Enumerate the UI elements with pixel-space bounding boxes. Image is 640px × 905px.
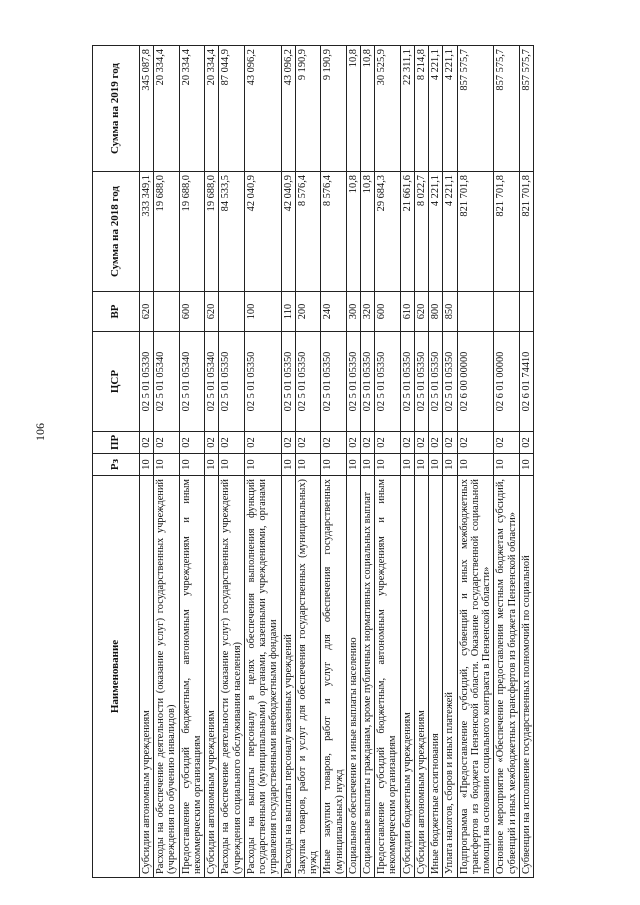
row-rz-cell: 10 bbox=[414, 454, 428, 476]
table-row bbox=[244, 46, 281, 878]
row-rz-cell: 10 bbox=[457, 454, 494, 476]
row-rz-cell: 10 bbox=[375, 454, 400, 476]
table-row bbox=[140, 46, 154, 878]
table-row bbox=[205, 46, 219, 878]
row-vr-cell: 610 bbox=[400, 292, 414, 332]
row-pr-cell: 02 bbox=[443, 432, 457, 454]
row-sum-2018-cell: 821 701,8 bbox=[494, 172, 519, 292]
table-row bbox=[219, 46, 244, 878]
row-name-cell: Предоставление субсидий бюджетным, автономным учреждениям и иным некоммерческим организациям bbox=[375, 476, 400, 878]
row-rz-cell: 10 bbox=[321, 454, 346, 476]
row-rz-cell: 10 bbox=[494, 454, 519, 476]
row-pr-cell: 02 bbox=[281, 432, 295, 454]
row-vr-cell bbox=[457, 292, 494, 332]
row-vr-cell bbox=[494, 292, 519, 332]
row-rz-cell: 10 bbox=[400, 454, 414, 476]
row-vr-cell bbox=[154, 292, 179, 332]
row-vr-cell: 300 bbox=[346, 292, 360, 332]
table-row bbox=[414, 46, 428, 878]
row-name-cell: Социальное обеспечение и иные выплаты населению bbox=[346, 476, 360, 878]
row-pr-cell: 02 bbox=[179, 432, 204, 454]
row-vr-cell bbox=[519, 292, 533, 332]
row-csr-cell: 02 5 01 05350 bbox=[244, 332, 281, 432]
table-row bbox=[281, 46, 295, 878]
row-vr-cell: 620 bbox=[140, 292, 154, 332]
row-sum-2019-cell: 20 334,4 bbox=[179, 46, 204, 172]
row-vr-cell: 800 bbox=[429, 292, 443, 332]
row-rz-cell: 10 bbox=[346, 454, 360, 476]
budget-table-container bbox=[92, 46, 588, 878]
row-csr-cell: 02 5 01 05350 bbox=[321, 332, 346, 432]
row-pr-cell: 02 bbox=[244, 432, 281, 454]
row-sum-2019-cell: 87 044,9 bbox=[219, 46, 244, 172]
row-sum-2018-cell: 8 576,4 bbox=[321, 172, 346, 292]
row-rz-cell: 10 bbox=[140, 454, 154, 476]
row-pr-cell: 02 bbox=[400, 432, 414, 454]
row-pr-cell: 02 bbox=[346, 432, 360, 454]
header-row bbox=[93, 46, 140, 878]
row-rz-cell: 10 bbox=[154, 454, 179, 476]
row-csr-cell: 02 5 01 05350 bbox=[295, 332, 320, 432]
row-vr-cell: 320 bbox=[360, 292, 374, 332]
row-csr-cell: 02 5 01 05350 bbox=[281, 332, 295, 432]
row-vr-cell: 600 bbox=[179, 292, 204, 332]
header-pr: ПР bbox=[93, 432, 140, 454]
row-csr-cell: 02 5 01 05340 bbox=[154, 332, 179, 432]
row-name-cell: Субсидии автономным учреждениям bbox=[205, 476, 219, 878]
row-pr-cell: 02 bbox=[519, 432, 533, 454]
row-vr-cell bbox=[219, 292, 244, 332]
header-sum-2018: Сумма на 2018 год bbox=[93, 172, 140, 292]
row-rz-cell: 10 bbox=[244, 454, 281, 476]
row-sum-2018-cell: 10,8 bbox=[346, 172, 360, 292]
row-pr-cell: 02 bbox=[375, 432, 400, 454]
table-row bbox=[154, 46, 179, 878]
row-sum-2019-cell: 9 190,9 bbox=[295, 46, 320, 172]
row-csr-cell: 02 5 01 05350 bbox=[443, 332, 457, 432]
row-vr-cell: 850 bbox=[443, 292, 457, 332]
row-rz-cell: 10 bbox=[295, 454, 320, 476]
row-sum-2018-cell: 19 688,0 bbox=[154, 172, 179, 292]
row-name-cell: Субсидии автономным учреждениям bbox=[140, 476, 154, 878]
row-sum-2019-cell: 857 575,7 bbox=[494, 46, 519, 172]
row-pr-cell: 02 bbox=[219, 432, 244, 454]
row-name-cell: Субсидии бюджетным учреждениям bbox=[400, 476, 414, 878]
row-csr-cell: 02 5 01 05340 bbox=[205, 332, 219, 432]
row-rz-cell: 10 bbox=[360, 454, 374, 476]
row-sum-2019-cell: 8 214,8 bbox=[414, 46, 428, 172]
row-sum-2018-cell: 821 701,8 bbox=[457, 172, 494, 292]
row-sum-2018-cell: 19 688,0 bbox=[205, 172, 219, 292]
table-row bbox=[494, 46, 519, 878]
row-rz-cell: 10 bbox=[443, 454, 457, 476]
row-name-cell: Иные закупки товаров, работ и услуг для обеспечения государственных (муниципальных) нужд bbox=[321, 476, 346, 878]
table-row bbox=[519, 46, 533, 878]
row-name-cell: Уплата налогов, сборов и иных платежей bbox=[443, 476, 457, 878]
header-rz: Рз bbox=[93, 454, 140, 476]
row-vr-cell: 100 bbox=[244, 292, 281, 332]
row-name-cell: Расходы на выплаты персоналу казенных учреждений bbox=[281, 476, 295, 878]
table-row bbox=[429, 46, 443, 878]
row-pr-cell: 02 bbox=[429, 432, 443, 454]
row-name-cell: Субсидии автономным учреждениям bbox=[414, 476, 428, 878]
row-csr-cell: 02 5 01 05350 bbox=[219, 332, 244, 432]
row-csr-cell: 02 5 01 05350 bbox=[346, 332, 360, 432]
row-sum-2018-cell: 4 221,1 bbox=[443, 172, 457, 292]
row-sum-2018-cell: 84 533,5 bbox=[219, 172, 244, 292]
row-sum-2019-cell: 10,8 bbox=[360, 46, 374, 172]
row-sum-2018-cell: 19 688,0 bbox=[179, 172, 204, 292]
budget-table bbox=[92, 45, 534, 878]
row-pr-cell: 02 bbox=[414, 432, 428, 454]
table-row bbox=[457, 46, 494, 878]
row-sum-2019-cell: 10,8 bbox=[346, 46, 360, 172]
row-sum-2018-cell: 333 349,1 bbox=[140, 172, 154, 292]
row-vr-cell: 110 bbox=[281, 292, 295, 332]
table-body bbox=[140, 46, 534, 878]
row-sum-2018-cell: 42 040,9 bbox=[281, 172, 295, 292]
row-sum-2018-cell: 821 701,8 bbox=[519, 172, 533, 292]
row-sum-2018-cell: 8 576,4 bbox=[295, 172, 320, 292]
row-vr-cell: 620 bbox=[205, 292, 219, 332]
row-csr-cell: 02 5 01 05350 bbox=[414, 332, 428, 432]
row-sum-2019-cell: 20 334,4 bbox=[205, 46, 219, 172]
row-csr-cell: 02 5 01 05350 bbox=[400, 332, 414, 432]
row-name-cell: Закупка товаров, работ и услуг для обеспечения государственных (муниципальных) нужд bbox=[295, 476, 320, 878]
row-rz-cell: 10 bbox=[429, 454, 443, 476]
row-csr-cell: 02 5 01 05350 bbox=[360, 332, 374, 432]
row-vr-cell: 200 bbox=[295, 292, 320, 332]
header-vr: ВР bbox=[93, 292, 140, 332]
row-csr-cell: 02 5 01 05340 bbox=[179, 332, 204, 432]
table-row bbox=[443, 46, 457, 878]
row-vr-cell: 620 bbox=[414, 292, 428, 332]
row-rz-cell: 10 bbox=[219, 454, 244, 476]
table-row bbox=[295, 46, 320, 878]
row-sum-2018-cell: 4 221,1 bbox=[429, 172, 443, 292]
row-csr-cell: 02 5 01 05350 bbox=[375, 332, 400, 432]
row-sum-2019-cell: 9 190,9 bbox=[321, 46, 346, 172]
row-sum-2019-cell: 857 575,7 bbox=[457, 46, 494, 172]
row-name-cell: Предоставление субсидий бюджетным, автономным учреждениям и иным некоммерческим организациям bbox=[179, 476, 204, 878]
table-row bbox=[346, 46, 360, 878]
table-row bbox=[321, 46, 346, 878]
row-sum-2019-cell: 4 221,1 bbox=[443, 46, 457, 172]
header-name: Наименование bbox=[93, 476, 140, 878]
row-sum-2019-cell: 43 096,2 bbox=[244, 46, 281, 172]
row-name-cell: Расходы на выплаты персоналу в целях обеспечения выполнения функций государственными (муниципальными) органами, казенными учреждениями, органами управления государственными внебюджетными фондами bbox=[244, 476, 281, 878]
row-pr-cell: 02 bbox=[295, 432, 320, 454]
row-rz-cell: 10 bbox=[519, 454, 533, 476]
table-row bbox=[400, 46, 414, 878]
table-row bbox=[375, 46, 400, 878]
row-pr-cell: 02 bbox=[205, 432, 219, 454]
row-rz-cell: 10 bbox=[281, 454, 295, 476]
row-sum-2019-cell: 22 311,1 bbox=[400, 46, 414, 172]
row-pr-cell: 02 bbox=[494, 432, 519, 454]
row-csr-cell: 02 6 01 74410 bbox=[519, 332, 533, 432]
row-sum-2018-cell: 8 022,7 bbox=[414, 172, 428, 292]
row-sum-2019-cell: 20 334,4 bbox=[154, 46, 179, 172]
row-vr-cell: 240 bbox=[321, 292, 346, 332]
row-sum-2019-cell: 345 087,8 bbox=[140, 46, 154, 172]
row-sum-2018-cell: 29 684,3 bbox=[375, 172, 400, 292]
row-csr-cell: 02 5 01 05350 bbox=[429, 332, 443, 432]
row-sum-2018-cell: 42 040,9 bbox=[244, 172, 281, 292]
row-csr-cell: 02 6 01 00000 bbox=[494, 332, 519, 432]
row-sum-2019-cell: 857 575,7 bbox=[519, 46, 533, 172]
row-vr-cell: 600 bbox=[375, 292, 400, 332]
row-csr-cell: 02 6 00 00000 bbox=[457, 332, 494, 432]
row-name-cell: Подпрограмма «Предоставление субсидий, субвенций и иных межбюджетных трансфертов из бюджета Пензенской области. Оказание государственной социальной помощи на основании социального контракта в Пензенской области» bbox=[457, 476, 494, 878]
header-sum-2019: Сумма на 2019 год bbox=[93, 46, 140, 172]
row-pr-cell: 02 bbox=[321, 432, 346, 454]
row-pr-cell: 02 bbox=[140, 432, 154, 454]
row-name-cell: Расходы на обеспечение деятельности (оказание услуг) государственных учреждений (учреждения по обучению инвалидов) bbox=[154, 476, 179, 878]
table-row bbox=[360, 46, 374, 878]
row-sum-2019-cell: 43 096,2 bbox=[281, 46, 295, 172]
row-name-cell: Основное мероприятие «Обеспечение предоставления местным бюджетам субсидий, субвенций и иных межбюджетных трансфертов из бюджета Пензенской области» bbox=[494, 476, 519, 878]
row-csr-cell: 02 5 01 05330 bbox=[140, 332, 154, 432]
row-pr-cell: 02 bbox=[360, 432, 374, 454]
header-csr: ЦСР bbox=[93, 332, 140, 432]
table-header bbox=[93, 46, 140, 878]
row-name-cell: Иные бюджетные ассигнования bbox=[429, 476, 443, 878]
row-name-cell: Субвенции на исполнение государственных полномочий по социальной bbox=[519, 476, 533, 878]
row-sum-2018-cell: 10,8 bbox=[360, 172, 374, 292]
row-sum-2018-cell: 21 661,6 bbox=[400, 172, 414, 292]
row-sum-2019-cell: 30 525,9 bbox=[375, 46, 400, 172]
row-name-cell: Расходы на обеспечение деятельности (оказание услуг) государственных учреждений (учреждения социального обслуживания населения) bbox=[219, 476, 244, 878]
row-sum-2019-cell: 4 221,1 bbox=[429, 46, 443, 172]
row-rz-cell: 10 bbox=[179, 454, 204, 476]
row-pr-cell: 02 bbox=[154, 432, 179, 454]
page-number: 106 bbox=[33, 423, 47, 441]
row-name-cell: Социальные выплаты гражданам, кроме публичных нормативных социальных выплат bbox=[360, 476, 374, 878]
row-rz-cell: 10 bbox=[205, 454, 219, 476]
row-pr-cell: 02 bbox=[457, 432, 494, 454]
table-row bbox=[179, 46, 204, 878]
